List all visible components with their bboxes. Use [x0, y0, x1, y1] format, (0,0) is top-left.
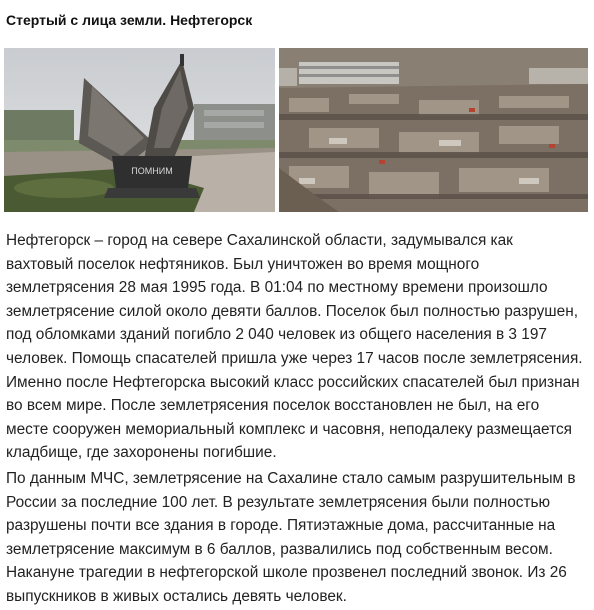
- article-title: Стертый с лица земли. Нефтегорск: [6, 12, 253, 28]
- photo-row: [4, 48, 588, 212]
- monument-inscription: ПОМНИМ: [131, 166, 173, 176]
- article-paragraph-2: По данным МЧС, землетрясение на Сахалине стало самым разрушительным в России за последние 100 лет. В результате землетрясения были полностью разрушены почти все здания в городе. Пятиэтажные дома, рассчитанные на землетрясение максимум в 6 баллов, развалились под собственным весом. Накануне трагедии в нефтегорской школе прозвенел последний звонок. Из 26 выпускников в живых остались девять человек.: [6, 470, 576, 605]
- memorial-photo: [4, 48, 275, 212]
- ruins-aerial-photo: [279, 48, 588, 212]
- article-paragraph-1: Нефтегорск – город на севере Сахалинской области, задумывался как вахтовый поселок нефтяников. Был уничтожен во время мощного землетрясения 28 мая 1995 года. В 01:04 по местному времени произошло землетрясение силой около девяти баллов. Поселок был полностью разрушен, под обломками зданий погибло 2 040 человек из общего населения в 3 197 человек. Помощь спасателей пришла уже через 17 часов после землетрясения. Именно после Нефтегорска высокий класс российских спасателей был признан во всем мире. После землетрясения поселок восстановлен не был, на его месте сооружен мемориальный комплекс и часовня, неподалеку размещается кладбище, где захоронены погибшие.: [6, 232, 583, 462]
